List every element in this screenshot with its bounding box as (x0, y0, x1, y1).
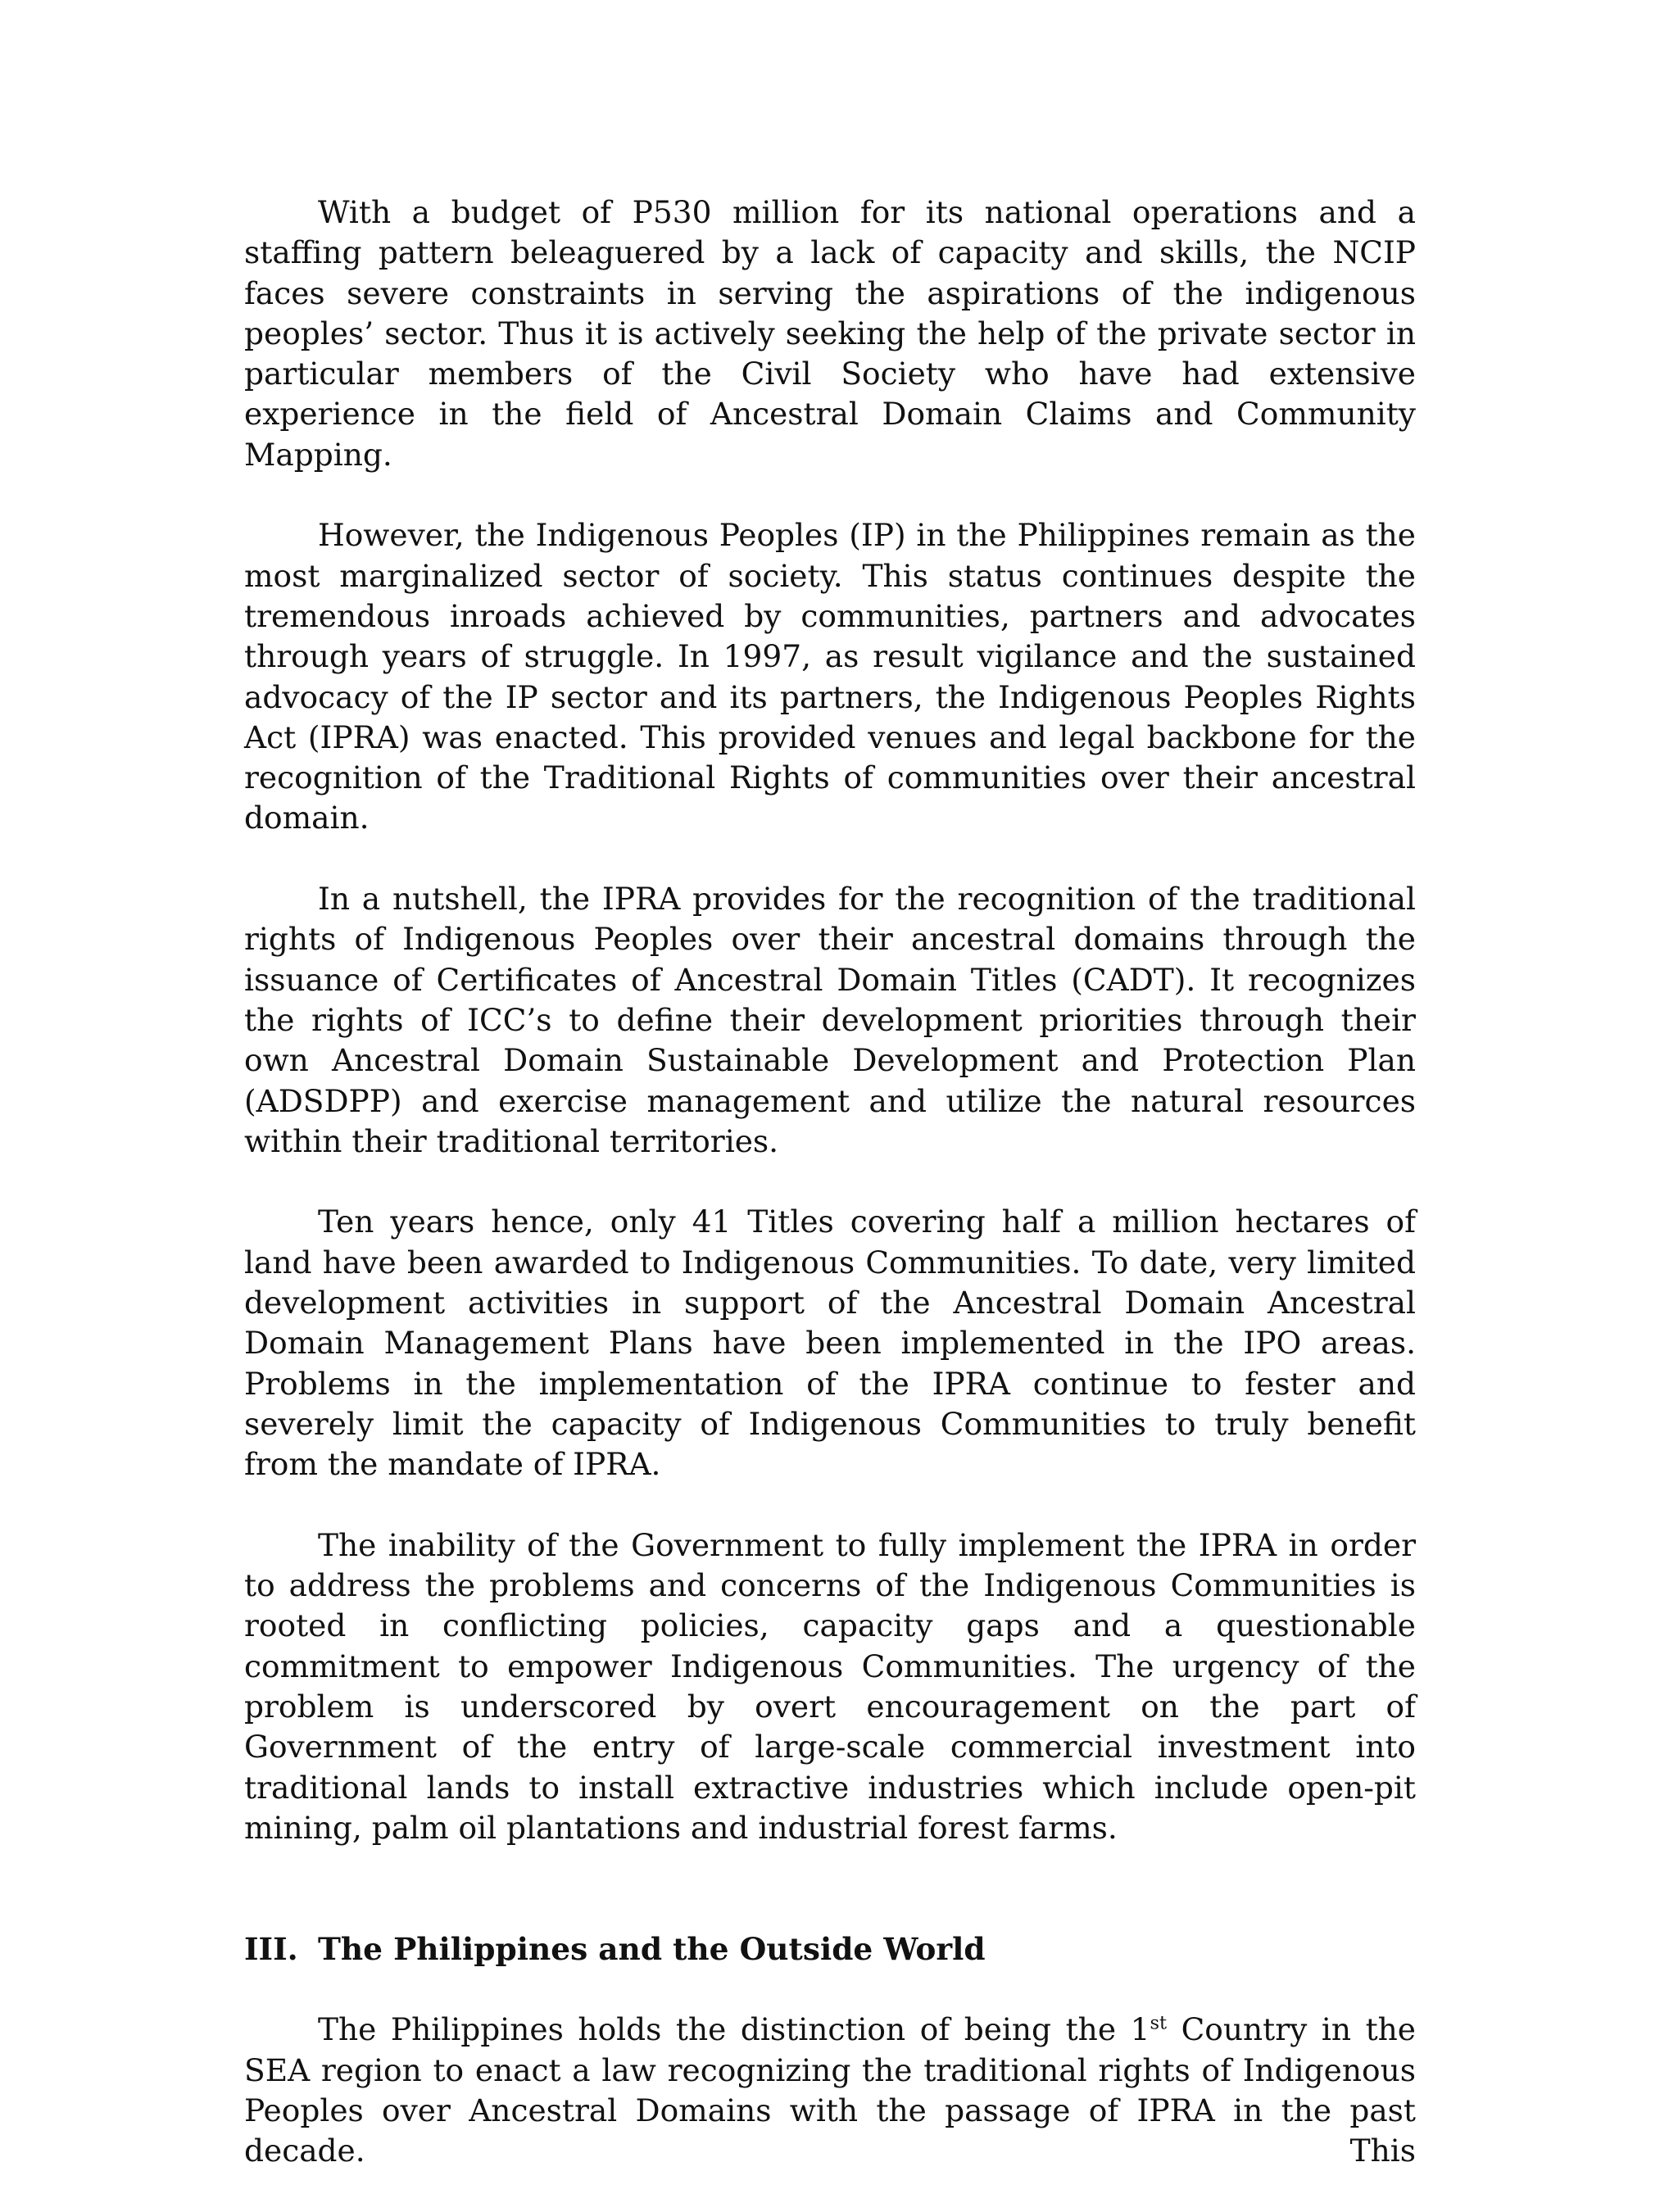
section-title: The Philippines and the Outside World (318, 1930, 986, 1967)
paragraph-text-start: The Philippines holds the distinction of being the 1 (318, 2011, 1150, 2048)
paragraph-text-end: Country in the SEA region to enact a law recognizing the traditional rights of Indigenous Peoples over Ancestral Domains with the passage of IPRA in the past decade. This (244, 2011, 1416, 2169)
paragraph-ipra-nutshell: In a nutshell, the IPRA provides for the recognition of the traditional rights of Indigenous Peoples over their ancestral domains through the issuance of Certificates of Ancestral Domain Titles (CADT). It recognizes the rights of ICC’s to define their development priorities through their own Ancestral Domain Sustainable Development and Protection Plan (ADSDPP) and exercise management and utilize the natural resources within their traditional territories. (244, 881, 1416, 1159)
paragraph-government-inability: The inability of the Government to fully implement the IPRA in order to address the problems and concerns of the Indigenous Communities is rooted in conflicting policies, capacity gaps and a questionable commitment to empower Indigenous Communities. The urgency of the problem is underscored by overt encouragement on the part of Government of the entry of large-scale commercial investment into traditional lands to install extractive industries which include open-pit mining, palm oil plantations and industrial forest farms. (244, 1526, 1416, 1846)
ordinal-superscript: st (1150, 2012, 1168, 2034)
paragraph-ncip-budget: With a budget of P530 million for its national operations and a staffing pattern beleaguered by a lack of capacity and skills, the NCIP faces severe constraints in serving the aspirations of the indigenous peoples’ sector. Thus it is actively seeking the help of the private sector in particular members of the Civil Society who have had extensive experience in the field of Ancestral Domain Claims and Community Mapping. (244, 194, 1416, 473)
section-heading (244, 1929, 1416, 1969)
section-number: III. (244, 1930, 298, 1967)
section-spacer (244, 1888, 1416, 1929)
paragraph-philippines-distinction (244, 2010, 1416, 2171)
paragraph-ip-marginalized: However, the Indigenous Peoples (IP) in the Philippines remain as the most marginalized sector of society. This status continues despite the tremendous inroads achieved by communities, partners and advocates through years of struggle. In 1997, as result vigilance and the sustained advocacy of the IP sector and its partners, the Indigenous Peoples Rights Act (IPRA) was enacted. This provided venues and legal backbone for the recognition of the Traditional Rights of communities over their ancestral domain. (244, 517, 1416, 836)
document-page (244, 193, 1416, 2212)
paragraph-ten-years-hence: Ten years hence, only 41 Titles covering half a million hectares of land have been awarded to Indigenous Communities. To date, very limited development activities in support of the Ancestral Domain Ancestral Domain Management Plans have been implemented in the IPO areas. Problems in the implementation of the IPRA continue to fester and severely limit the capacity of Indigenous Communities to truly benefit from the mandate of IPRA. (244, 1203, 1416, 1483)
